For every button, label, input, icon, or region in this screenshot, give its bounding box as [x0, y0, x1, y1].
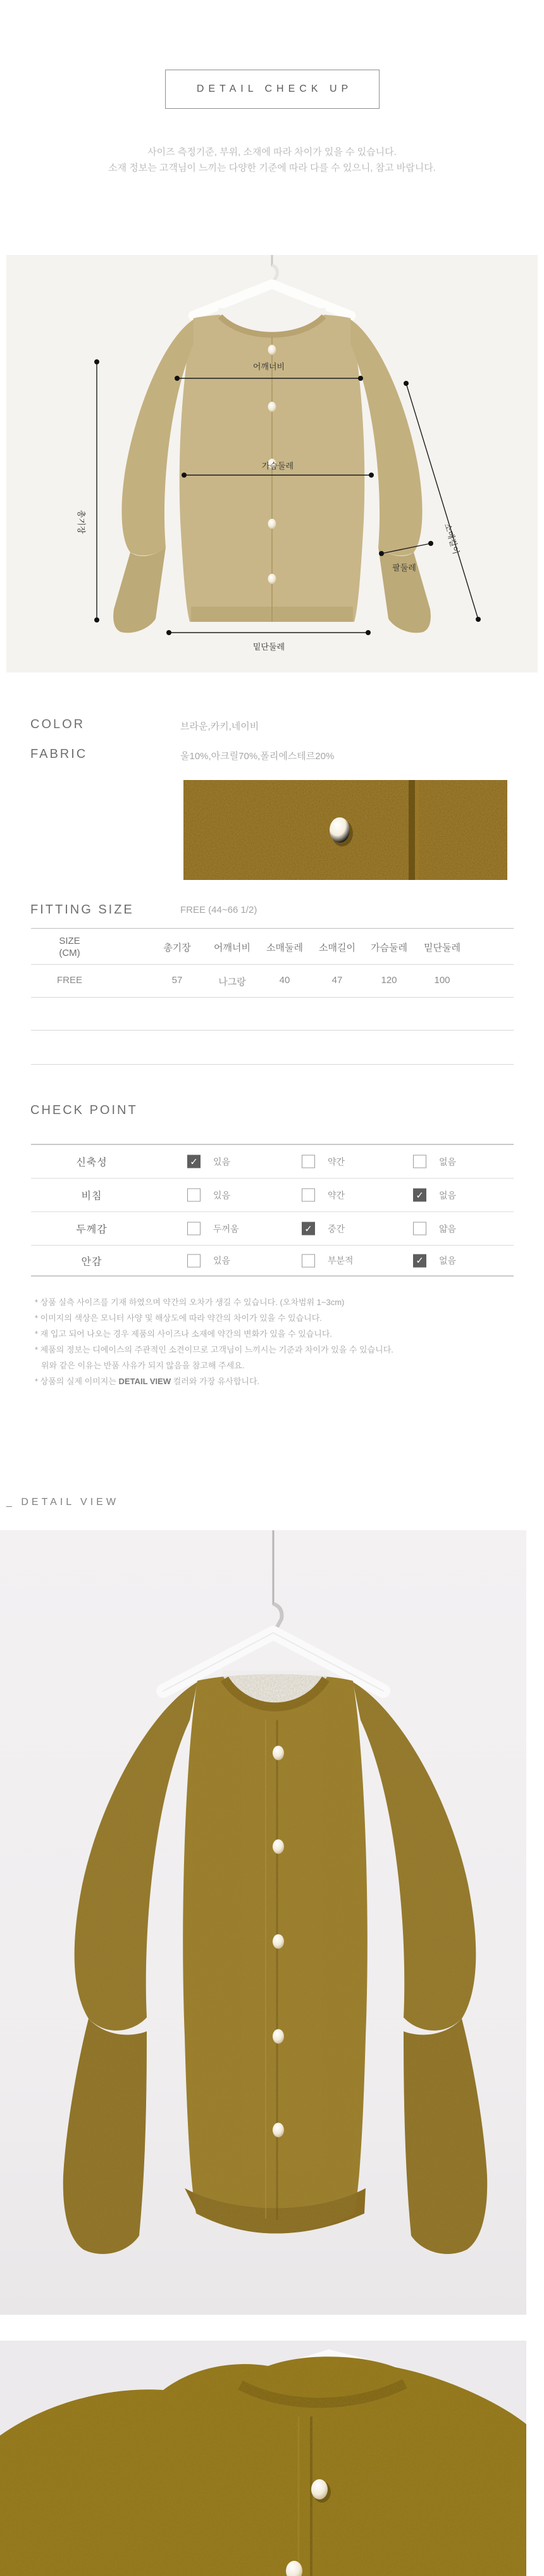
size-table-empty-row: [31, 998, 514, 1031]
checkbox[interactable]: [187, 1189, 201, 1202]
size-table: [31, 928, 514, 1065]
note-line: * 재 입고 되어 나오는 경우 제품의 사이즈나 소재에 약간의 변화가 있을 수 있습니다.: [35, 1329, 333, 1339]
cell-total-length: 57: [171, 975, 183, 986]
cell-sleeve-length: 47: [331, 975, 343, 986]
option-label: 있음: [213, 1190, 231, 1200]
check-row-elasticity: [31, 1145, 514, 1179]
col-header-sleeve-length: 소매길이: [319, 943, 355, 953]
check-row-lining: [31, 1246, 514, 1277]
product-photo-closeup: [0, 2341, 526, 2576]
check-row-thickness: [31, 1212, 514, 1246]
fabric-swatch-image: [183, 780, 507, 880]
col-header-hem: 밑단둘레: [424, 943, 461, 953]
subtitle-line-1: 사이즈 측정기준, 부위, 소재에 따라 차이가 있을 수 있습니다.: [147, 147, 397, 158]
fitting-size-label: FITTING SIZE: [30, 903, 134, 917]
check-row-label: 비침: [81, 1191, 102, 1202]
size-table-data-row: [31, 965, 514, 998]
measure-label-arm: 팔둘레: [392, 563, 416, 573]
check-row-label: 안감: [81, 1256, 102, 1267]
checkbox[interactable]: [302, 1155, 315, 1168]
cell-hem: 100: [434, 975, 450, 986]
cell-shoulder: 나그랑: [218, 977, 246, 988]
pearl-button: [330, 817, 350, 843]
check-row-sheerness: [31, 1179, 514, 1212]
option-label: 있음: [213, 1156, 231, 1167]
note-line-detail-view: * 상품의 실제 이미지는 DETAIL VIEW 컬러와 가장 유사합니다.: [35, 1377, 260, 1386]
col-header-sleeve-girth: 소매둘레: [266, 943, 303, 953]
check-row-label: 신축성: [76, 1157, 108, 1168]
checkbox[interactable]: ✓: [413, 1189, 426, 1202]
checkbox[interactable]: [302, 1189, 315, 1202]
checkbox[interactable]: ✓: [413, 1254, 426, 1267]
option-label: 없음: [439, 1156, 457, 1167]
size-table-header-row: [31, 928, 514, 965]
note-line: 위와 같은 이유는 반품 사유가 되지 않음을 참고해 주세요.: [41, 1361, 245, 1370]
page-title: DETAIL CHECK UP: [196, 84, 353, 94]
color-label: COLOR: [30, 717, 85, 731]
option-label: 두꺼움: [213, 1223, 239, 1234]
check-row-label: 두께감: [76, 1224, 108, 1235]
option-label: 중간: [328, 1223, 345, 1234]
checkbox[interactable]: [302, 1254, 315, 1267]
col-header-chest: 가슴둘레: [371, 943, 407, 953]
size-diagram-illustration: [6, 255, 538, 672]
detail-check-up-title-box: [165, 70, 380, 109]
notes-block: [35, 1294, 393, 1389]
col-header-shoulder: 어깨너비: [214, 943, 250, 953]
fitting-size-value: FREE (44~66 1/2): [180, 905, 257, 915]
checkbox[interactable]: [413, 1222, 426, 1235]
cell-chest: 120: [381, 975, 397, 986]
size-value-free: FREE: [56, 975, 83, 986]
measure-label-shoulder: 어깨너비: [252, 362, 285, 371]
checkbox[interactable]: [413, 1155, 426, 1168]
note-line: * 상품 실측 사이즈를 기재 하였으며 약간의 오차가 생길 수 있습니다. (오차범위 1~3cm): [35, 1297, 345, 1307]
measure-label-total-length: 총기장: [77, 510, 86, 534]
col-header-total-length: 총기장: [163, 943, 191, 953]
size-table-size-col: SIZE (CM): [59, 936, 80, 958]
cell-sleeve-girth: 40: [279, 975, 290, 986]
product-photo-full: [0, 1530, 526, 2315]
note-line: * 이미지의 색상은 모니터 사양 및 해상도에 따라 약간의 차이가 있을 수 있습니다.: [35, 1313, 322, 1323]
check-point-table: [31, 1144, 514, 1277]
subtitle-line-2: 소재 정보는 고객님이 느끼는 다양한 기준에 따라 다를 수 있으니, 참고 바랍니다.: [108, 163, 436, 173]
measure-label-chest: 가슴둘레: [261, 461, 294, 471]
measure-label-sleeve-length: 소매길이: [442, 522, 461, 555]
option-label: 부분적: [328, 1255, 354, 1266]
color-value: 브라운,카키,네이비: [180, 721, 259, 732]
note-line: * 제품의 정보는 디에이스의 주관적인 소견이므로 고객님이 느끼시는 기준과 차이가 있을 수 있습니다.: [35, 1345, 393, 1354]
option-label: 없음: [439, 1190, 457, 1200]
size-table-empty-row: [31, 1031, 514, 1065]
detail-view-title: _ DETAIL VIEW: [6, 1497, 119, 1508]
option-label: 약간: [328, 1156, 345, 1167]
option-label: 있음: [213, 1255, 231, 1266]
option-label: 없음: [439, 1255, 457, 1266]
option-label: 약간: [328, 1190, 345, 1200]
check-point-title: CHECK POINT: [30, 1103, 138, 1117]
checkbox[interactable]: [187, 1254, 201, 1267]
measure-label-hem: 밑단둘레: [252, 642, 285, 652]
fabric-label: FABRIC: [30, 747, 88, 761]
option-label: 얇음: [439, 1223, 457, 1234]
checkbox[interactable]: ✓: [187, 1155, 201, 1168]
fabric-value: 울10%,아크릴70%,폴리에스테르20%: [180, 751, 335, 762]
size-diagram: [6, 255, 538, 672]
checkbox[interactable]: ✓: [302, 1222, 315, 1235]
checkbox[interactable]: [187, 1222, 201, 1235]
